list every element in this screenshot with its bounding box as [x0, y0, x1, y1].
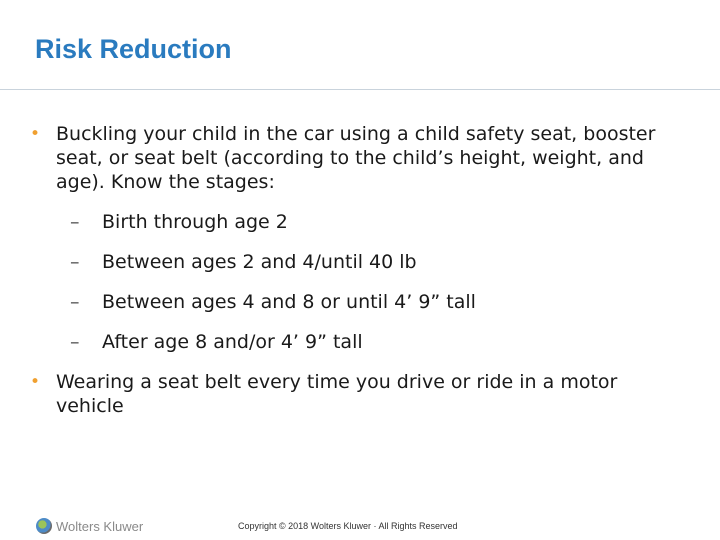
bullet-item	[30, 370, 690, 418]
sub-item-text: Birth through age 2	[102, 211, 288, 233]
bullet-dot-icon: •	[30, 372, 41, 392]
bullet-text: Wearing a seat belt every time you drive or ride in a motor vehicle	[56, 371, 618, 417]
sub-item	[30, 330, 690, 354]
sub-item-text: Between ages 4 and 8 or until 4’ 9” tall	[102, 291, 476, 313]
slide-title: Risk Reduction	[35, 34, 232, 64]
dash-icon: –	[70, 291, 80, 313]
sub-item	[30, 250, 690, 274]
sub-item	[30, 210, 690, 234]
bullet-item	[30, 122, 690, 194]
sub-item-text: After age 8 and/or 4’ 9” tall	[102, 331, 363, 353]
wolters-kluwer-logo-icon	[36, 518, 52, 534]
slide-content	[30, 122, 690, 418]
title-divider	[0, 89, 720, 90]
wolters-kluwer-logo	[36, 518, 143, 534]
brand-name: Wolters Kluwer	[56, 518, 144, 534]
bullet-dot-icon: •	[30, 124, 41, 144]
bullet-text: Buckling your child in the car using a child safety seat, booster seat, or seat belt (according to the child’s height, weight, and age). Know the stages:	[56, 123, 656, 193]
dash-icon: –	[70, 211, 80, 233]
copyright-notice: Copyright © 2018 Wolters Kluwer · All Rights Reserved	[238, 521, 458, 531]
sub-item	[30, 290, 690, 314]
dash-icon: –	[70, 331, 80, 353]
dash-icon: –	[70, 251, 80, 273]
sub-item-text: Between ages 2 and 4/until 40 lb	[102, 251, 417, 273]
